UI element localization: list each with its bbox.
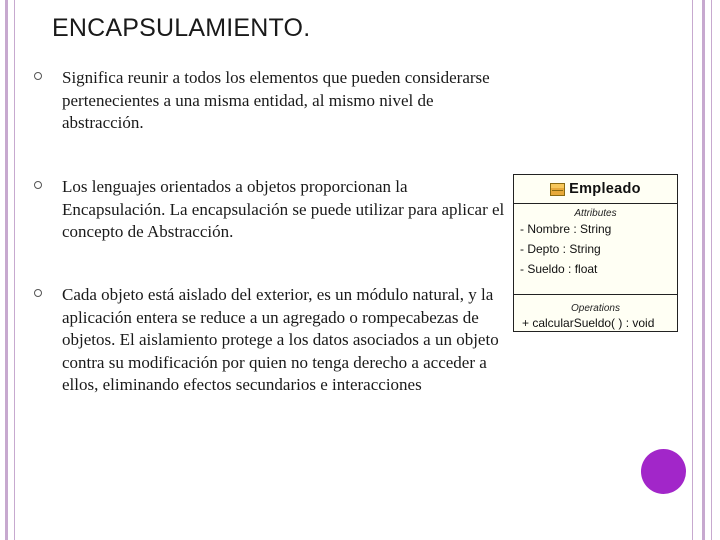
uml-attributes-label: Attributes bbox=[574, 208, 617, 219]
slide-title: ENCAPSULAMIENTO. bbox=[52, 14, 311, 42]
bullet-circle-icon bbox=[34, 72, 42, 80]
frame-line-right-thick bbox=[702, 0, 705, 540]
uml-operations-section bbox=[514, 303, 677, 332]
frame-line-right-thin-outer bbox=[711, 0, 712, 540]
frame-line-left-thin bbox=[14, 0, 15, 540]
bullet-circle-icon bbox=[34, 289, 42, 297]
bullet-circle-icon bbox=[34, 181, 42, 189]
uml-class-diagram bbox=[513, 174, 678, 332]
bullet-text: Significa reunir a todos los elementos que pueden considerarse pertenecientes a una misma entidad, al mismo nivel de abstracción. bbox=[62, 68, 490, 132]
uml-operations-label: Operations bbox=[571, 303, 620, 314]
uml-operation: + calcularSueldo( ) : void bbox=[522, 316, 655, 330]
uml-attributes-section bbox=[514, 208, 677, 295]
bullet-text: Los lenguajes orientados a objetos proporcionan la Encapsulación. La encapsulación se puede utilizar para aplicar el concepto de Abstracción. bbox=[62, 177, 505, 241]
uml-attribute: - Nombre : String bbox=[520, 222, 612, 236]
class-icon bbox=[550, 183, 565, 196]
uml-class-header bbox=[514, 175, 677, 204]
uml-class-name: Empleado bbox=[569, 181, 641, 197]
decorative-circle bbox=[641, 449, 686, 494]
uml-attribute: - Depto : String bbox=[520, 242, 601, 256]
bullet-text: Cada objeto está aislado del exterior, es un módulo natural, y la aplicación entera se reduce a un agregado o rompecabezas de objetos. El aislamiento protege a los datos asociados a un objeto contra su modificación por quien no tenga derecho a acceder a ellos, eliminando efectos secundarios e interacciones bbox=[62, 285, 499, 394]
uml-attribute: - Sueldo : float bbox=[520, 262, 598, 276]
frame-line-left-thick bbox=[5, 0, 8, 540]
frame-line-right-thin-inner bbox=[692, 0, 693, 540]
